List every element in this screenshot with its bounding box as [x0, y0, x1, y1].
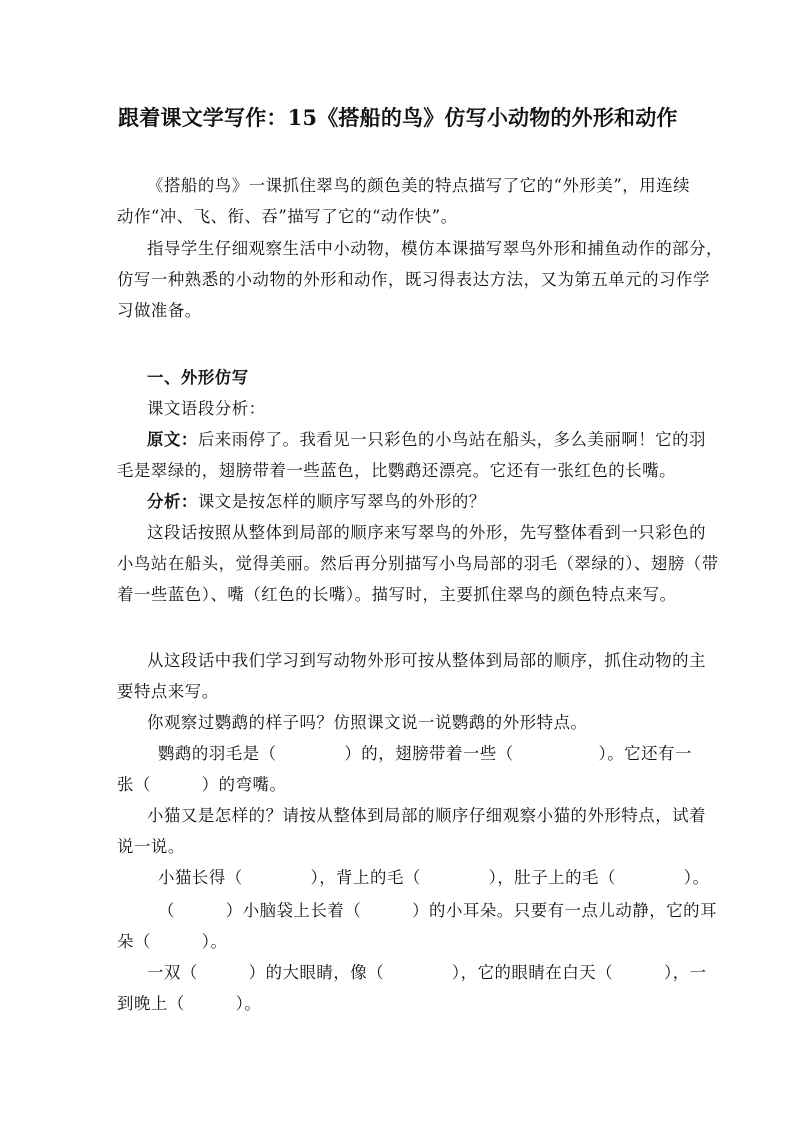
analysis-question: [147, 488, 486, 516]
section-heading: 一、外形仿写: [147, 368, 249, 387]
parrot-fill-line-1: 鹦鹉的羽毛是（ ）的，翅膀带着一些（ ）。它还有一: [158, 744, 692, 763]
parrot-fill-line-2: 张（ ）的弯嘴。: [117, 775, 287, 794]
intro-line-4: 仿写一种熟悉的小动物的外形和动作，既习得表达方法，又为第五单元的习作学: [117, 270, 710, 289]
learn-line-1: 从这段话中我们学习到写动物外形可按从整体到局部的顺序，抓住动物的主: [147, 651, 707, 670]
cat-fill-line-1: 小猫长得（ ），背上的毛（ ），肚子上的毛（ ）。: [158, 868, 710, 887]
intro-line-1: 《搭船的鸟》一课抓住翠鸟的颜色美的特点描写了它的“外形美”，用连续: [147, 176, 691, 195]
original-text-line-2: 毛是翠绿的，翅膀带着一些蓝色，比鹦鹉还漂亮。它还有一张红色的长嘴。: [117, 461, 677, 480]
explain-line-2: 小鸟站在船头，觉得美丽。然后再分别描写小鸟局部的羽毛（翠绿的）、翅膀（带: [117, 554, 719, 573]
cat-fill-line-2: （ ）小脑袋上长着（ ）的小耳朵。只要有一点儿动静，它的耳: [158, 901, 718, 920]
learn-line-2: 要特点来写。: [117, 682, 219, 701]
original-text: 后来雨停了。我看见一只彩色的小鸟站在船头，多么美丽啊！它的羽: [197, 430, 707, 449]
cat-fill-line-5: 到晚上（ ）。: [117, 994, 262, 1013]
intro-line-3: 指导学生仔细观察生活中小动物，模仿本课描写翠鸟外形和捕鱼动作的部分，: [147, 239, 723, 258]
intro-line-5: 习做准备。: [117, 301, 202, 320]
explain-line-1: 这段话按照从整体到局部的顺序来写翠鸟的外形，先写整体看到一只彩色的: [147, 523, 707, 542]
document-title: 跟着课文学写作：15《搭船的鸟》仿写小动物的外形和动作: [118, 105, 678, 130]
cat-question-line-2: 说一说。: [117, 837, 185, 856]
original-label: 原文：: [147, 430, 198, 449]
intro-line-2: 动作“冲、飞、衔、吞”描写了它的“动作快”。: [117, 207, 458, 226]
analysis-q-label: 分析：: [147, 492, 198, 511]
cat-fill-line-4: 一双（ ）的大眼睛，像（ ），它的眼睛在白天（ ），一: [147, 963, 707, 982]
cat-fill-line-3: 朵（ ）。: [117, 932, 228, 951]
parrot-question: 你观察过鹦鹉的样子吗？仿照课文说一说鹦鹉的外形特点。: [147, 713, 588, 732]
cat-question-line-1: 小猫又是怎样的？请按从整体到局部的顺序仔细观察小猫的外形特点，试着: [147, 806, 707, 825]
analysis-q-text: 课文是按怎样的顺序写翠鸟的外形的？: [197, 492, 486, 511]
original-text-line-1: [147, 426, 706, 454]
analysis-label: 课文语段分析：: [147, 399, 266, 418]
explain-line-3: 着一些蓝色）、嘴（红色的长嘴）。描写时，主要抓住翠鸟的颜色特点来写。: [117, 585, 677, 604]
